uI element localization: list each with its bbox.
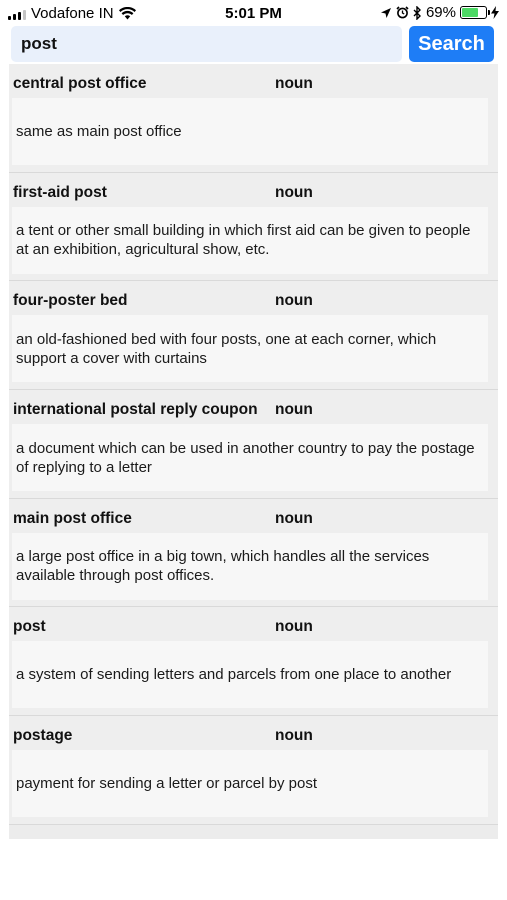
entry-part-of-speech: noun bbox=[275, 509, 313, 527]
alarm-icon bbox=[396, 6, 409, 19]
entry-definition: payment for sending a letter or parcel by post bbox=[16, 775, 317, 793]
results-list[interactable] bbox=[9, 64, 498, 839]
entry-definition-box bbox=[12, 641, 488, 708]
location-icon bbox=[380, 7, 392, 19]
search-input[interactable] bbox=[11, 26, 402, 62]
list-item[interactable] bbox=[9, 716, 498, 825]
list-item[interactable] bbox=[9, 173, 498, 282]
entry-definition-box bbox=[12, 207, 488, 274]
entry-header bbox=[9, 499, 498, 535]
entry-header bbox=[9, 390, 498, 426]
entry-part-of-speech: noun bbox=[275, 292, 313, 310]
entry-term: post bbox=[13, 618, 46, 636]
entry-definition-box bbox=[12, 533, 488, 600]
entry-header bbox=[9, 64, 498, 100]
entry-definition-box bbox=[12, 750, 488, 817]
entry-definition: an old-fashioned bed with four posts, one at each corner, which support a cover with curtains bbox=[16, 330, 437, 367]
entry-term: international postal reply coupon bbox=[13, 401, 258, 419]
list-item[interactable] bbox=[9, 607, 498, 716]
entry-part-of-speech: noun bbox=[275, 183, 313, 201]
entry-definition-box bbox=[12, 98, 488, 165]
entry-header bbox=[9, 281, 498, 317]
entry-definition-box bbox=[12, 315, 488, 382]
entry-term: postage bbox=[13, 727, 73, 745]
bluetooth-icon bbox=[413, 6, 422, 20]
carrier-label: Vodafone IN bbox=[31, 5, 114, 22]
status-bar bbox=[0, 0, 507, 26]
entry-definition: a tent or other small building in which first aid can be given to people at an exhibition, agricultural show, etc. bbox=[16, 222, 471, 259]
entry-header bbox=[9, 607, 498, 643]
status-right bbox=[380, 4, 499, 21]
entry-definition: a large post office in a big town, which handles all the services available through post offices. bbox=[16, 548, 430, 585]
charging-icon bbox=[491, 6, 499, 19]
entry-definition: same as main post office bbox=[16, 123, 182, 140]
entry-definition: a system of sending letters and parcels from one place to another bbox=[16, 666, 452, 684]
entry-term: first-aid post bbox=[13, 183, 107, 201]
status-time: 5:01 PM bbox=[225, 5, 282, 22]
search-bar bbox=[0, 26, 507, 64]
entry-part-of-speech: noun bbox=[275, 401, 313, 419]
list-item[interactable] bbox=[9, 499, 498, 608]
battery-percent: 69% bbox=[425, 4, 456, 21]
entry-term: central post office bbox=[13, 75, 147, 92]
entry-part-of-speech: noun bbox=[275, 75, 313, 92]
list-item[interactable] bbox=[9, 390, 498, 499]
list-item[interactable] bbox=[9, 64, 498, 173]
entry-header bbox=[9, 716, 498, 752]
entry-part-of-speech: noun bbox=[275, 727, 313, 745]
battery-fill bbox=[462, 8, 478, 17]
battery-icon bbox=[460, 6, 487, 19]
entry-term: four-poster bed bbox=[13, 292, 128, 310]
search-button[interactable]: Search bbox=[409, 26, 494, 62]
entry-definition-box bbox=[12, 424, 488, 491]
entry-definition: a document which can be used in another country to pay the postage of replying to a letter bbox=[16, 439, 475, 476]
entry-header bbox=[9, 173, 498, 209]
entry-part-of-speech: noun bbox=[275, 618, 313, 636]
list-item[interactable] bbox=[9, 281, 498, 390]
entry-term: main post office bbox=[13, 509, 132, 527]
